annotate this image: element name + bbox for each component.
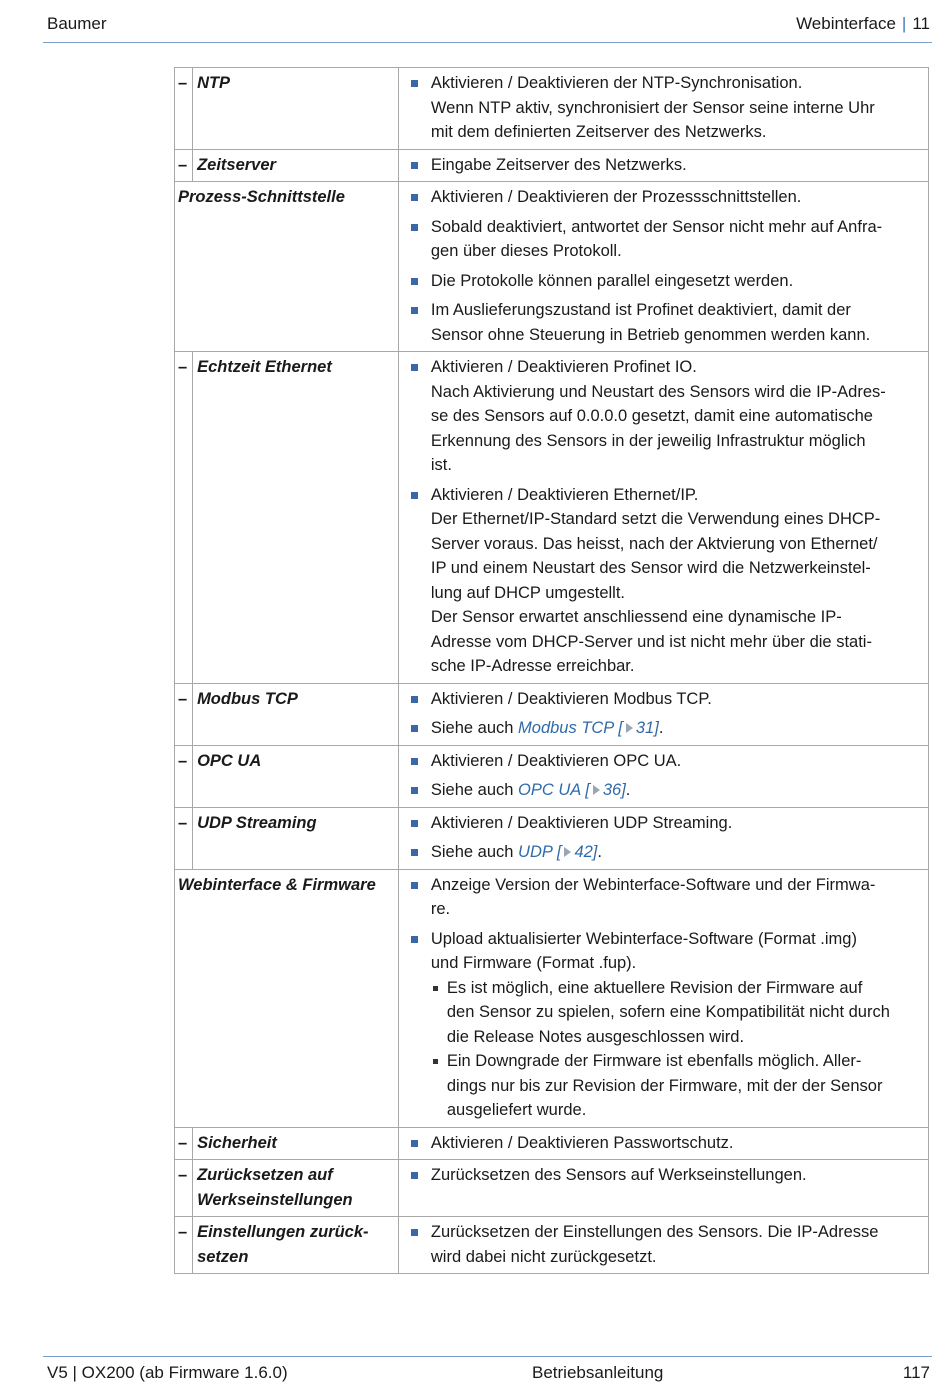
row-name: Zurücksetzen auf Werkseinstellungen <box>193 1160 399 1217</box>
bullet-square-icon <box>411 849 418 856</box>
bullet-square-icon <box>411 882 418 889</box>
bullet-square-icon <box>411 820 418 827</box>
list-item: Aktivieren / Deaktivieren der NTP-Synchronisation. Wenn NTP aktiv, synchronisiert der Sensor seine interne Uhr mit dem definierten Zeitserver des Netzwerks. <box>407 71 924 145</box>
list-item: Eingabe Zeitserver des Netzwerks. <box>407 153 924 178</box>
row-name: Prozess-Schnittstelle <box>175 182 399 352</box>
list-item: Aktivieren / Deaktivieren UDP Streaming. <box>407 811 924 836</box>
list-item: Sobald deaktiviert, antwortet der Sensor nicht mehr auf Anfra- gen über dieses Protokoll. <box>407 215 924 264</box>
footer-doc-title: Betriebsanleitung <box>532 1363 664 1382</box>
list-item: Aktivieren / Deaktivieren Passwortschutz. <box>407 1131 924 1156</box>
row-description <box>398 1217 928 1274</box>
bullet-square-icon <box>411 696 418 703</box>
list-item: Die Protokolle können parallel eingesetzt werden. <box>407 269 924 294</box>
bullet-square-icon <box>411 278 418 285</box>
row-dash: – <box>175 1127 193 1160</box>
header-page: 11 <box>912 14 930 33</box>
udp-link[interactable]: UDP [ 42] <box>518 843 598 861</box>
bullet-small-square-icon <box>433 986 438 991</box>
table-row <box>175 1217 929 1274</box>
bullet-square-icon <box>411 364 418 371</box>
sub-list-item: Es ist möglich, eine aktuellere Revision der Firmware auf den Sensor zu spielen, sofern eine Kompatibilität nicht durch die Release Notes ausgeschlossen wird. <box>431 976 924 1050</box>
bullet-square-icon <box>411 80 418 87</box>
sub-list-item: Ein Downgrade der Firmware ist ebenfalls möglich. Aller- dings nur bis zur Revision der Firmware, mit der der Sensor ausgeliefert wurde. <box>431 1049 924 1123</box>
header-brand: Baumer <box>47 14 107 33</box>
header-separator: | <box>901 14 907 33</box>
row-dash: – <box>175 68 193 150</box>
parameter-table <box>174 67 929 1274</box>
list-item: Anzeige Version der Webinterface-Software und der Firmwa- re. <box>407 873 924 922</box>
table-row <box>175 1160 929 1217</box>
row-name: NTP <box>193 68 399 150</box>
opc-ua-link[interactable]: OPC UA [ 36] <box>518 781 626 799</box>
table-row <box>175 352 929 684</box>
bullet-square-icon <box>411 492 418 499</box>
row-description <box>398 352 928 684</box>
row-dash: – <box>175 1160 193 1217</box>
bullet-square-icon <box>411 194 418 201</box>
page-arrow-icon <box>593 785 600 795</box>
list-item: Aktivieren / Deaktivieren Ethernet/IP. Der Ethernet/IP-Standard setzt die Verwendung eines DHCP- Server voraus. Das heisst, nach der Aktvierung von Ethernet/ IP und einem Neustart des Sensor wird die Netzwerkeinstel- lung auf DHCP umgestellt. Der Sensor erwartet anschliessend eine dynamische IP- Adresse vom DHCP-Server und ist nicht mehr über die stati- sche IP-Adresse erreichbar. <box>407 483 924 679</box>
header-title: Webinterface <box>796 14 896 33</box>
row-name: Modbus TCP <box>193 683 399 745</box>
list-item: Upload aktualisierter Webinterface-Software (Format .img) und Firmware (Format .fup). Es ist möglich, eine aktuellere Revision der Firmware auf den Sensor zu spielen, sofern eine Kompatibilität nicht durch die Release Notes ausgeschlossen wird. Ein Downgrade der Firmware ist ebenfalls möglich. Aller- dings nur bis zur Revision der Firmware, mit der der Sensor ausgeliefert wurde. <box>407 927 924 1123</box>
list-item: Siehe auch OPC UA [ 36]. <box>407 778 924 803</box>
row-name: Echtzeit Ethernet <box>193 352 399 684</box>
table-row <box>175 683 929 745</box>
row-name: UDP Streaming <box>193 807 399 869</box>
list-item: Zurücksetzen des Sensors auf Werkseinstellungen. <box>407 1163 924 1188</box>
row-dash: – <box>175 1217 193 1274</box>
list-item: Aktivieren / Deaktivieren der Prozessschnittstellen. <box>407 185 924 210</box>
row-description <box>398 1160 928 1217</box>
row-description <box>398 869 928 1127</box>
row-description <box>398 807 928 869</box>
list-item: Zurücksetzen der Einstellungen des Sensors. Die IP-Adresse wird dabei nicht zurückgesetzt. <box>407 1220 924 1269</box>
list-item: Im Auslieferungszustand ist Profinet deaktiviert, damit der Sensor ohne Steuerung in Betrieb genommen werden kann. <box>407 298 924 347</box>
table-row <box>175 182 929 352</box>
bullet-square-icon <box>411 1172 418 1179</box>
page-arrow-icon <box>564 847 571 857</box>
bullet-square-icon <box>411 224 418 231</box>
row-dash: – <box>175 745 193 807</box>
bullet-square-icon <box>411 758 418 765</box>
bullet-square-icon <box>411 1140 418 1147</box>
table-row <box>175 1127 929 1160</box>
row-description <box>398 182 928 352</box>
bullet-small-square-icon <box>433 1059 438 1064</box>
footer-page-number: 117 <box>902 1363 930 1382</box>
bullet-square-icon <box>411 787 418 794</box>
bullet-square-icon <box>411 936 418 943</box>
table-row <box>175 807 929 869</box>
bullet-square-icon <box>411 307 418 314</box>
list-item: Siehe auch UDP [ 42]. <box>407 840 924 865</box>
list-item: Aktivieren / Deaktivieren Profinet IO. Nach Aktivierung und Neustart des Sensors wird die IP-Adres- se des Sensors auf 0.0.0.0 gesetzt, damit eine automatische Erkennung des Sensors in der jeweilig Infrastruktur möglich ist. <box>407 355 924 478</box>
row-name: Zeitserver <box>193 149 399 182</box>
row-name: OPC UA <box>193 745 399 807</box>
modbus-tcp-link[interactable]: Modbus TCP [ 31] <box>518 719 659 737</box>
list-item: Aktivieren / Deaktivieren OPC UA. <box>407 749 924 774</box>
row-dash: – <box>175 352 193 684</box>
list-item: Aktivieren / Deaktivieren Modbus TCP. <box>407 687 924 712</box>
row-name: Webinterface & Firmware <box>175 869 399 1127</box>
bullet-square-icon <box>411 725 418 732</box>
header-section <box>796 14 930 34</box>
header-rule <box>43 42 932 43</box>
table-row <box>175 149 929 182</box>
row-dash: – <box>175 149 193 182</box>
table-row <box>175 869 929 1127</box>
footer-rule <box>43 1356 932 1357</box>
row-description <box>398 1127 928 1160</box>
row-description <box>398 68 928 150</box>
bullet-square-icon <box>411 1229 418 1236</box>
row-name: Sicherheit <box>193 1127 399 1160</box>
row-description <box>398 745 928 807</box>
table-row <box>175 68 929 150</box>
row-dash: – <box>175 683 193 745</box>
table-row <box>175 745 929 807</box>
row-description <box>398 683 928 745</box>
row-name: Einstellungen zurück- setzen <box>193 1217 399 1274</box>
page-arrow-icon <box>626 723 633 733</box>
row-dash: – <box>175 807 193 869</box>
list-item: Siehe auch Modbus TCP [ 31]. <box>407 716 924 741</box>
bullet-square-icon <box>411 162 418 169</box>
footer-version: V5 | OX200 (ab Firmware 1.6.0) <box>47 1363 288 1382</box>
row-description <box>398 149 928 182</box>
